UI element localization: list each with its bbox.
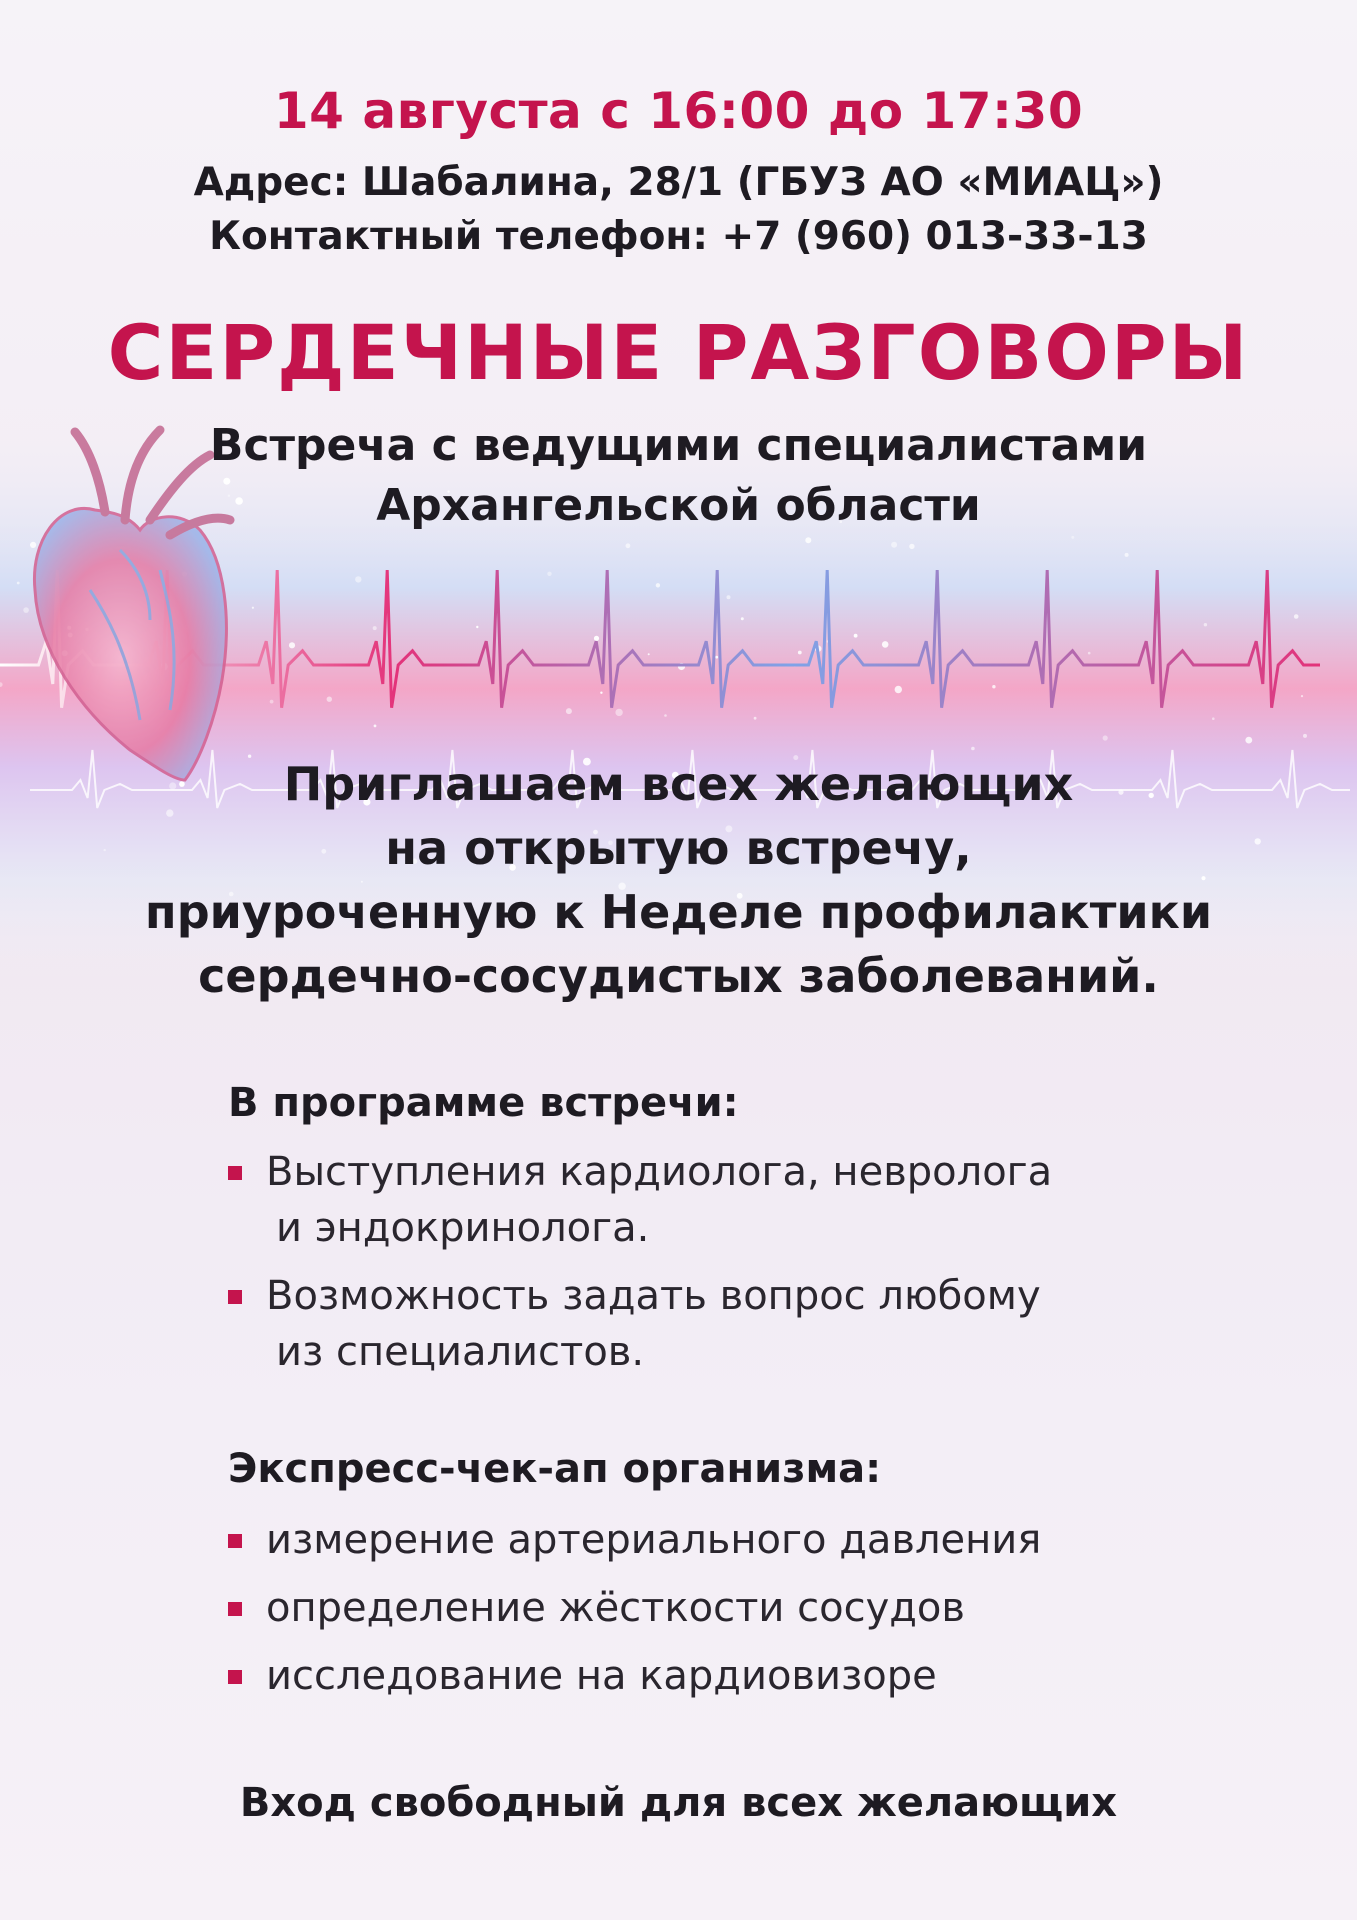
sparkle bbox=[289, 642, 295, 648]
invitation-text bbox=[0, 752, 1357, 1008]
poster-subtitle bbox=[0, 416, 1357, 536]
sparkle bbox=[1071, 536, 1074, 539]
sparkle bbox=[909, 544, 914, 549]
sparkle bbox=[1245, 737, 1252, 744]
sparkle bbox=[1088, 652, 1091, 655]
sparkle bbox=[23, 607, 29, 613]
sparkle bbox=[566, 708, 572, 714]
sparkle bbox=[741, 617, 744, 620]
square-bullet-icon bbox=[228, 1166, 242, 1180]
invitation-line: приуроченную к Неделе профилактики bbox=[144, 885, 1213, 939]
sparkle bbox=[895, 686, 902, 693]
sparkle bbox=[798, 651, 802, 655]
sparkle bbox=[727, 595, 731, 599]
sparkle bbox=[270, 700, 274, 704]
square-bullet-icon bbox=[228, 1602, 242, 1616]
checkup-item-text: измерение артериального давления bbox=[266, 1517, 1042, 1563]
sparkle bbox=[971, 747, 975, 751]
poster-title: СЕРДЕЧНЫЕ РАЗГОВОРЫ bbox=[107, 308, 1250, 397]
sparkle bbox=[476, 626, 478, 628]
program-item-line: и эндокринолога. bbox=[276, 1205, 650, 1251]
checkup-item bbox=[228, 1512, 1041, 1568]
program-item-line: из специалистов. bbox=[276, 1329, 645, 1375]
program-item bbox=[228, 1144, 1052, 1256]
program-item-line: Выступления кардиолога, невролога bbox=[266, 1149, 1053, 1195]
sparkle bbox=[327, 697, 332, 702]
checkup-item bbox=[228, 1580, 965, 1636]
square-bullet-icon bbox=[228, 1670, 242, 1684]
sparkle bbox=[355, 576, 361, 582]
sparkle bbox=[1294, 614, 1299, 619]
sparkle bbox=[1125, 553, 1129, 557]
sparkle bbox=[547, 572, 551, 576]
event-date-time: 14 августа с 16:00 до 17:30 bbox=[273, 82, 1084, 140]
sparkle bbox=[600, 692, 602, 694]
subtitle-line: Встреча с ведущими специалистами bbox=[209, 420, 1148, 471]
checkup-item bbox=[228, 1648, 937, 1704]
subtitle-line: Архангельской области bbox=[376, 480, 981, 531]
sparkle bbox=[30, 542, 36, 548]
invitation-line: на открытую встречу, bbox=[385, 821, 972, 875]
sparkle bbox=[854, 634, 858, 638]
sparkle bbox=[374, 725, 377, 728]
sparkle bbox=[891, 542, 897, 548]
sparkle bbox=[656, 583, 660, 587]
contact-phone: Контактный телефон: +7 (960) 013-33-13 bbox=[209, 214, 1148, 259]
sparkle bbox=[252, 607, 254, 609]
sparkle bbox=[754, 717, 757, 720]
sparkle bbox=[805, 537, 811, 543]
program-item bbox=[228, 1268, 1041, 1380]
event-address: Адрес: Шабалина, 28/1 (ГБУЗ АО «МИАЦ») bbox=[193, 160, 1164, 205]
checkup-heading: Экспресс-чек-ап организма: bbox=[228, 1446, 882, 1492]
sparkle bbox=[1303, 734, 1307, 738]
program-item-line: Возможность задать вопрос любому bbox=[266, 1273, 1041, 1319]
sparkle bbox=[626, 543, 631, 548]
free-entry-note: Вход свободный для всех желающих bbox=[239, 1780, 1118, 1826]
sparkle bbox=[594, 636, 599, 641]
sparkle bbox=[615, 709, 622, 716]
checkup-item-text: исследование на кардиовизоре bbox=[266, 1653, 937, 1699]
sparkle bbox=[882, 641, 889, 648]
square-bullet-icon bbox=[228, 1290, 242, 1304]
sparkle bbox=[373, 626, 377, 630]
checkup-item-text: определение жёсткости сосудов bbox=[266, 1585, 965, 1631]
program-heading: В программе встречи: bbox=[228, 1080, 739, 1126]
sparkle bbox=[1212, 717, 1215, 720]
sparkle bbox=[1301, 695, 1303, 697]
sparkle bbox=[715, 656, 718, 659]
sparkle bbox=[992, 685, 995, 688]
invitation-line: сердечно-сосудистых заболеваний. bbox=[198, 949, 1159, 1003]
sparkle bbox=[17, 582, 20, 585]
square-bullet-icon bbox=[228, 1534, 242, 1548]
invitation-line: Приглашаем всех желающих bbox=[283, 757, 1074, 811]
sparkle bbox=[664, 714, 667, 717]
sparkle bbox=[648, 653, 650, 655]
sparkle bbox=[1204, 623, 1207, 626]
sparkle bbox=[1103, 735, 1108, 740]
